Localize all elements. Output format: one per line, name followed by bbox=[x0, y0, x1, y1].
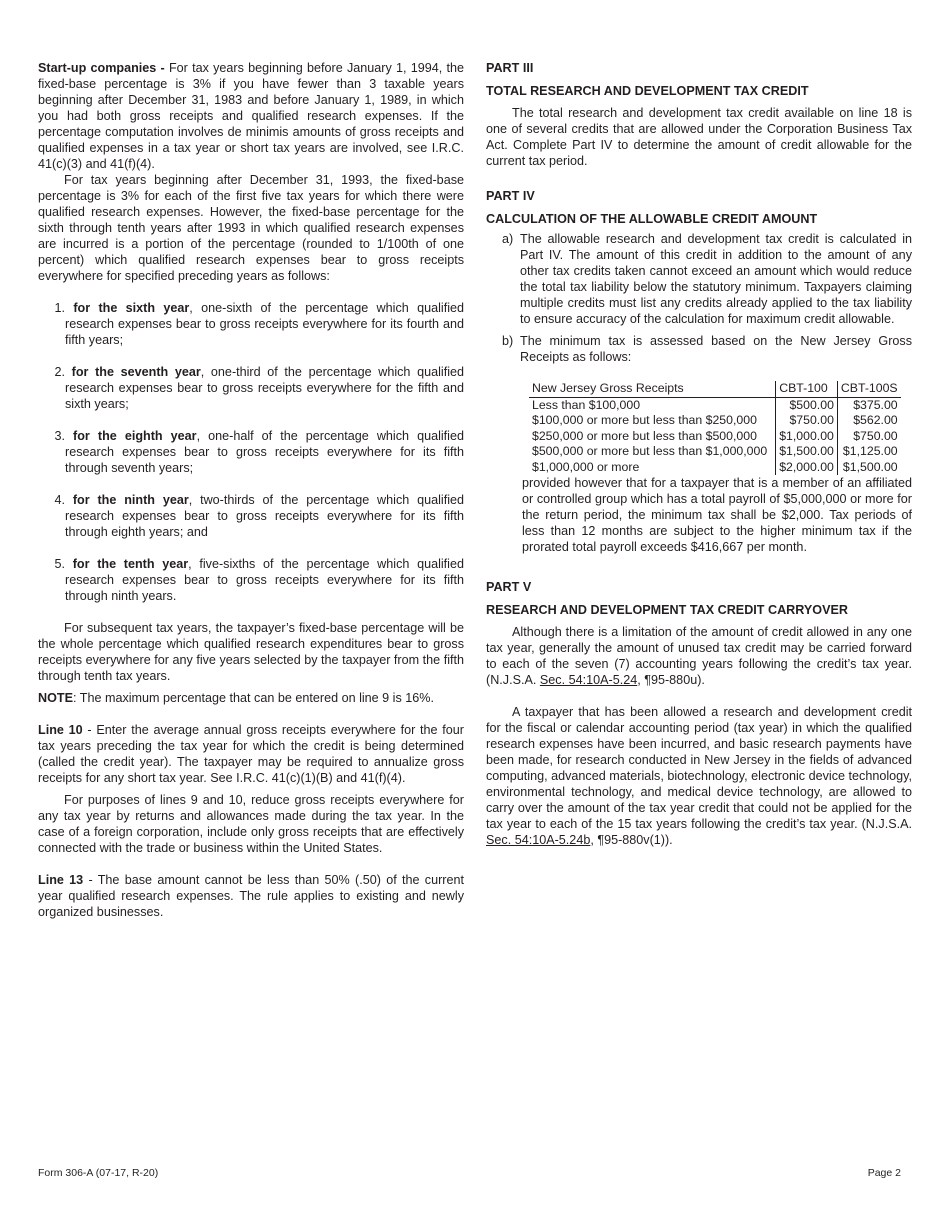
column-header: CBT-100 bbox=[776, 381, 838, 397]
list-item bbox=[502, 333, 912, 365]
part3-title: PART III bbox=[486, 61, 534, 75]
column-header: CBT-100S bbox=[837, 381, 900, 397]
list-number: 5. bbox=[54, 557, 65, 571]
list-item-bold: for the tenth year bbox=[72, 557, 189, 571]
table-cell: $375.00 bbox=[853, 397, 898, 412]
list-item-bold: for the seventh year bbox=[71, 365, 201, 379]
list-item-text: , five-sixths of the percentage which qualified research expenses bear to gross receipts everywhere for its fifth through ninth years. bbox=[65, 557, 464, 603]
statute-reference: Sec. 54:10A-5.24 bbox=[539, 673, 638, 687]
list-label: b) bbox=[502, 334, 514, 348]
table-cell: $1,500.00 bbox=[842, 459, 898, 474]
right-column bbox=[486, 60, 912, 848]
list-item-text: The minimum tax is assessed based on the New Jersey Gross Receipts as follows: bbox=[520, 334, 912, 364]
list-item bbox=[38, 492, 464, 540]
subsequent-paragraph: For subsequent tax years, the taxpayer’s fixed-base percentage will be the whole percentage which qualified research expenditures bear to gross receipts everywhere for any five years selected by the taxpayer from the fifth through tenth tax years. bbox=[38, 621, 464, 683]
note-text: : The maximum percentage that can be entered on line 9 is 16%. bbox=[72, 691, 434, 705]
table-cell: $1,000.00 bbox=[776, 429, 838, 445]
table-cell: $2,000.00 bbox=[776, 460, 838, 476]
list-item bbox=[38, 556, 464, 604]
table-cell: Less than $100,000 bbox=[532, 397, 641, 412]
table-cell: $562.00 bbox=[853, 413, 898, 427]
part3-paragraph: The total research and development tax credit available on line 18 is one of several credits that are allowed under the Corporation Business Tax Act. Complete Part IV to determine the amount of credit allowable for the current tax period. bbox=[486, 106, 912, 168]
table-cell: $1,125.00 bbox=[842, 444, 898, 458]
part5-p1-text: Although there is a limitation of the amount of credit allowed in any one tax year, generally the amount of unused tax credit may be carried forward to each of the seven (7) accounting years following the credit’s tax year. (N.J.S.A. bbox=[486, 625, 912, 687]
table-header-row bbox=[529, 381, 901, 397]
part5-p1-end: , ¶95-880u). bbox=[637, 673, 705, 687]
column-header: New Jersey Gross Receipts bbox=[529, 381, 776, 397]
table-cell: $750.00 bbox=[776, 413, 838, 429]
list-number: 1. bbox=[54, 301, 65, 315]
note-label: NOTE bbox=[38, 691, 73, 705]
line10-paragraph bbox=[38, 722, 464, 786]
line13-label: Line 13 bbox=[38, 873, 84, 887]
table-cell: $250,000 or more but less than $500,000 bbox=[532, 428, 757, 443]
list-number: 2. bbox=[54, 365, 65, 379]
table-row bbox=[529, 413, 901, 429]
list-item-bold: for the ninth year bbox=[72, 493, 189, 507]
table-row bbox=[529, 444, 901, 460]
note-paragraph bbox=[38, 690, 464, 706]
table-cell: $1,500.00 bbox=[776, 444, 838, 460]
list-item-text: , one-half of the percentage which qualified research expenses bear to gross receipts everywhere for its fifth through seventh years; bbox=[65, 429, 464, 475]
part4-heading: CALCULATION OF THE ALLOWABLE CREDIT AMOUNT bbox=[486, 212, 818, 226]
list-item-bold: for the sixth year bbox=[73, 301, 190, 315]
list-item-text: , one-third of the percentage which qualified research expenses bear to gross receipts everywhere for the fifth and sixth years; bbox=[65, 365, 464, 411]
part5-p2-text: A taxpayer that has been allowed a research and development credit for the fiscal or calendar accounting period (tax year) in which the qualified research expenses have been incurred, and basic research payments have been made, for research conducted in New Jersey in the fields of advanced computing, advanced materials, biotechnology, electronic device technology, environmental technology, and medical device technology, are allowed to carry over the amount of the tax year credit that could not be applied for the tax year to each of the 15 tax years following the credit’s tax year. (N.J.S.A. bbox=[486, 705, 912, 831]
purposes-paragraph: For purposes of lines 9 and 10, reduce gross receipts everywhere for any tax year by returns and allowances made during the tax year. In the case of a foreign corporation, include only gross receipts that are effectively connected with the trade or business within the United States. bbox=[38, 793, 464, 855]
table-row bbox=[529, 460, 901, 476]
year-list bbox=[38, 300, 464, 604]
part5-paragraph-2 bbox=[486, 704, 912, 848]
list-number: 3. bbox=[54, 429, 65, 443]
list-item-text: , one-sixth of the percentage which qualified research expenses bear to gross receipts everywhere for its fourth and fifth years; bbox=[65, 301, 464, 347]
list-item bbox=[38, 364, 464, 412]
table-row bbox=[529, 429, 901, 445]
line10-label: Line 10 bbox=[38, 723, 83, 737]
part4-title: PART IV bbox=[486, 189, 535, 203]
list-item-text: , two-thirds of the percentage which qualified research expenses bear to gross receipts everywhere for its fifth through eighth years; and bbox=[65, 493, 465, 539]
part5-heading: RESEARCH AND DEVELOPMENT TAX CREDIT CARRYOVER bbox=[486, 603, 848, 617]
list-item bbox=[38, 300, 464, 348]
form-id: Form 306-A (07-17, R-20) bbox=[38, 1167, 159, 1179]
part5-title: PART V bbox=[486, 580, 532, 594]
table-row bbox=[529, 397, 901, 413]
table-cell: $750.00 bbox=[853, 428, 898, 443]
provided-paragraph: provided however that for a taxpayer that is a member of an affiliated or controlled group which has a total payroll of $5,000,000 or more for the return period, the minimum tax shall be $2,000. Tax periods of less than 12 months are subject to the higher minimum tax if the prorated total payroll exceeds $416,667 per month. bbox=[522, 476, 912, 554]
line13-text: - The base amount cannot be less than 50% (.50) of the current year qualified research expenses. The rule applies to existing and newly organized businesses. bbox=[38, 873, 464, 919]
startup-text: For tax years beginning before January 1, 1994, the fixed-base percentage is 3% if you have fewer than 3 taxable years beginning after December 31, 1983 and before January 1, 1989, in which you had both gross receipts and qualified research expenses. If the percentage computation involves de minimis amounts of gross receipts and qualified expenses in a tax year or short tax years are involved, see I.R.C. 41(c)(3) and 41(f)(4). bbox=[38, 61, 464, 171]
line10-text: - Enter the average annual gross receipts everywhere for the four tax years preceding the tax year for which the credit is being determined (called the credit year). The taxpayer may be required to annualize gross receipts for any short tax year. See I.R.C. 41(c)(1)(B) and 41(f)(4). bbox=[38, 723, 464, 785]
after-1993-paragraph: For tax years beginning after December 31, 1993, the fixed-base percentage is 3% for each of the first five tax years for which there were qualified research expenses. However, the fixed-base percentage for the sixth through tenth years after 1993 in which qualified research expenses are incurred is a portion of the percentage (rounded to 1/100th of one percent) which qualified research expenses bear to gross receipts everywhere for specified preceding years as follows: bbox=[38, 173, 464, 283]
line13-paragraph bbox=[38, 872, 464, 920]
list-number: 4. bbox=[54, 493, 65, 507]
part5-p2-end: , ¶95-880v(1)). bbox=[590, 833, 673, 847]
list-item bbox=[38, 428, 464, 476]
table-cell: $500.00 bbox=[776, 397, 838, 413]
startup-paragraph bbox=[38, 60, 464, 172]
table-cell: $100,000 or more but less than $250,000 bbox=[532, 413, 757, 427]
list-label: a) bbox=[502, 232, 514, 246]
list-item bbox=[502, 231, 912, 327]
left-column bbox=[38, 60, 464, 920]
page-number: Page 2 bbox=[867, 1167, 901, 1179]
statute-reference: Sec. 54:10A-5.24b bbox=[486, 833, 591, 847]
startup-label: Start-up companies - bbox=[38, 61, 165, 75]
part5-paragraph-1 bbox=[486, 624, 912, 688]
list-item-text: The allowable research and development tax credit is calculated in Part IV. The amount of this credit in addition to the amount of any other tax credits taken cannot exceed an amount which would reduce the total tax liability below the statutory minimum. Taxpayers claiming multiple credits must list any credits already applied to the tax liability to ensure accuracy of the calculation for maximum credit allowable. bbox=[520, 232, 912, 326]
list-item-bold: for the eighth year bbox=[73, 429, 197, 443]
part4-list bbox=[502, 231, 912, 365]
table-cell: $500,000 or more but less than $1,000,000 bbox=[532, 444, 768, 458]
part3-heading: TOTAL RESEARCH AND DEVELOPMENT TAX CREDIT bbox=[486, 84, 809, 98]
minimum-tax-table bbox=[529, 381, 901, 475]
table-cell: $1,000,000 or more bbox=[532, 459, 640, 474]
